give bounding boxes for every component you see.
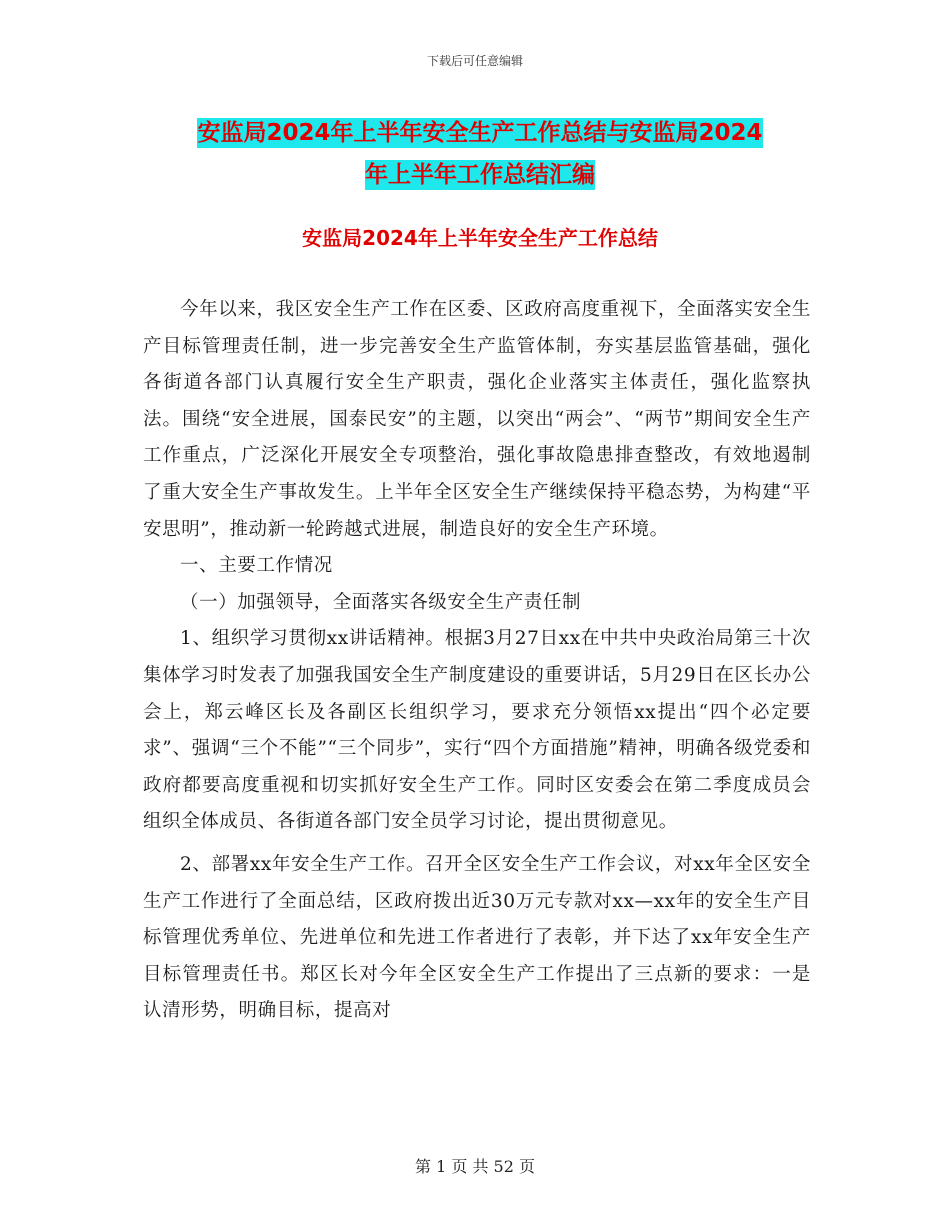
document-body xyxy=(143,292,811,1030)
document-title-line-2: 年上半年工作总结汇编 xyxy=(365,162,595,188)
intro-paragraph: 今年以来，我区安全生产工作在区委、区政府高度重视下，全面落实安全生产目标管理责任制，进一步完善安全生产监管体制，夯实基层监管基础，强化各街道各部门认真履行安全生产职责，强化企业落实主体责任，强化监察执法。围绕“安全进展，国泰民安”的主题，以突出“两会”、“两节”期间安全生产工作重点，广泛深化开展安全专项整治，强化事故隐患排查整改，有效地遏制了重大安全生产事故发生。上半年全区安全生产继续保持平稳态势，为构建“平安思明”，推动新一轮跨越式进展，制造良好的安全生产环境。 xyxy=(143,299,811,540)
section-heading-main-work: 一、主要工作情况 xyxy=(180,555,333,577)
section-title: 安监局2024年上半年安全生产工作总结 xyxy=(302,226,658,250)
document-title-line-1: 安监局2024年上半年安全生产工作总结与安监局2024 xyxy=(197,120,763,146)
subsection-heading-leadership: （一）加强领导，全面落实各级安全生产责任制 xyxy=(180,591,582,613)
page-header-note: 下载后可任意编辑 xyxy=(426,54,523,68)
paragraph-item-2: 2、部署xx年安全生产工作。召开全区安全生产工作会议，对xx年全区安全生产工作进行了全面总结，区政府拨出近30万元专款对xx—xx年的安全生产目标管理优秀单位、先进单位和先进工作者进行了表彰，并下达了xx年安全生产目标管理责任书。郑区长对今年全区安全生产工作提出了三点新的要求：一是认清形势，明确目标，提高对 xyxy=(143,853,811,1022)
document-title xyxy=(140,112,820,196)
paragraph-item-1: 1、组织学习贯彻xx讲话精神。根据3月27日xx在中共中央政治局第三十次集体学习时发表了加强我国安全生产制度建设的重要讲话，5月29日在区长办公会上，郑云峰区长及各副区长组织学习，要求充分领悟xx提出“四个必定要求”、强调“三个不能”“三个同步”，实行“四个方面措施”精神，明确各级党委和政府都要高度重视和切实抓好安全生产工作。同时区安委会在第二季度成员会组织全体成员、各街道各部门安全员学习讨论，提出贯彻意见。 xyxy=(143,628,811,833)
page-number: 第 1 页 共 52 页 xyxy=(415,1157,535,1176)
